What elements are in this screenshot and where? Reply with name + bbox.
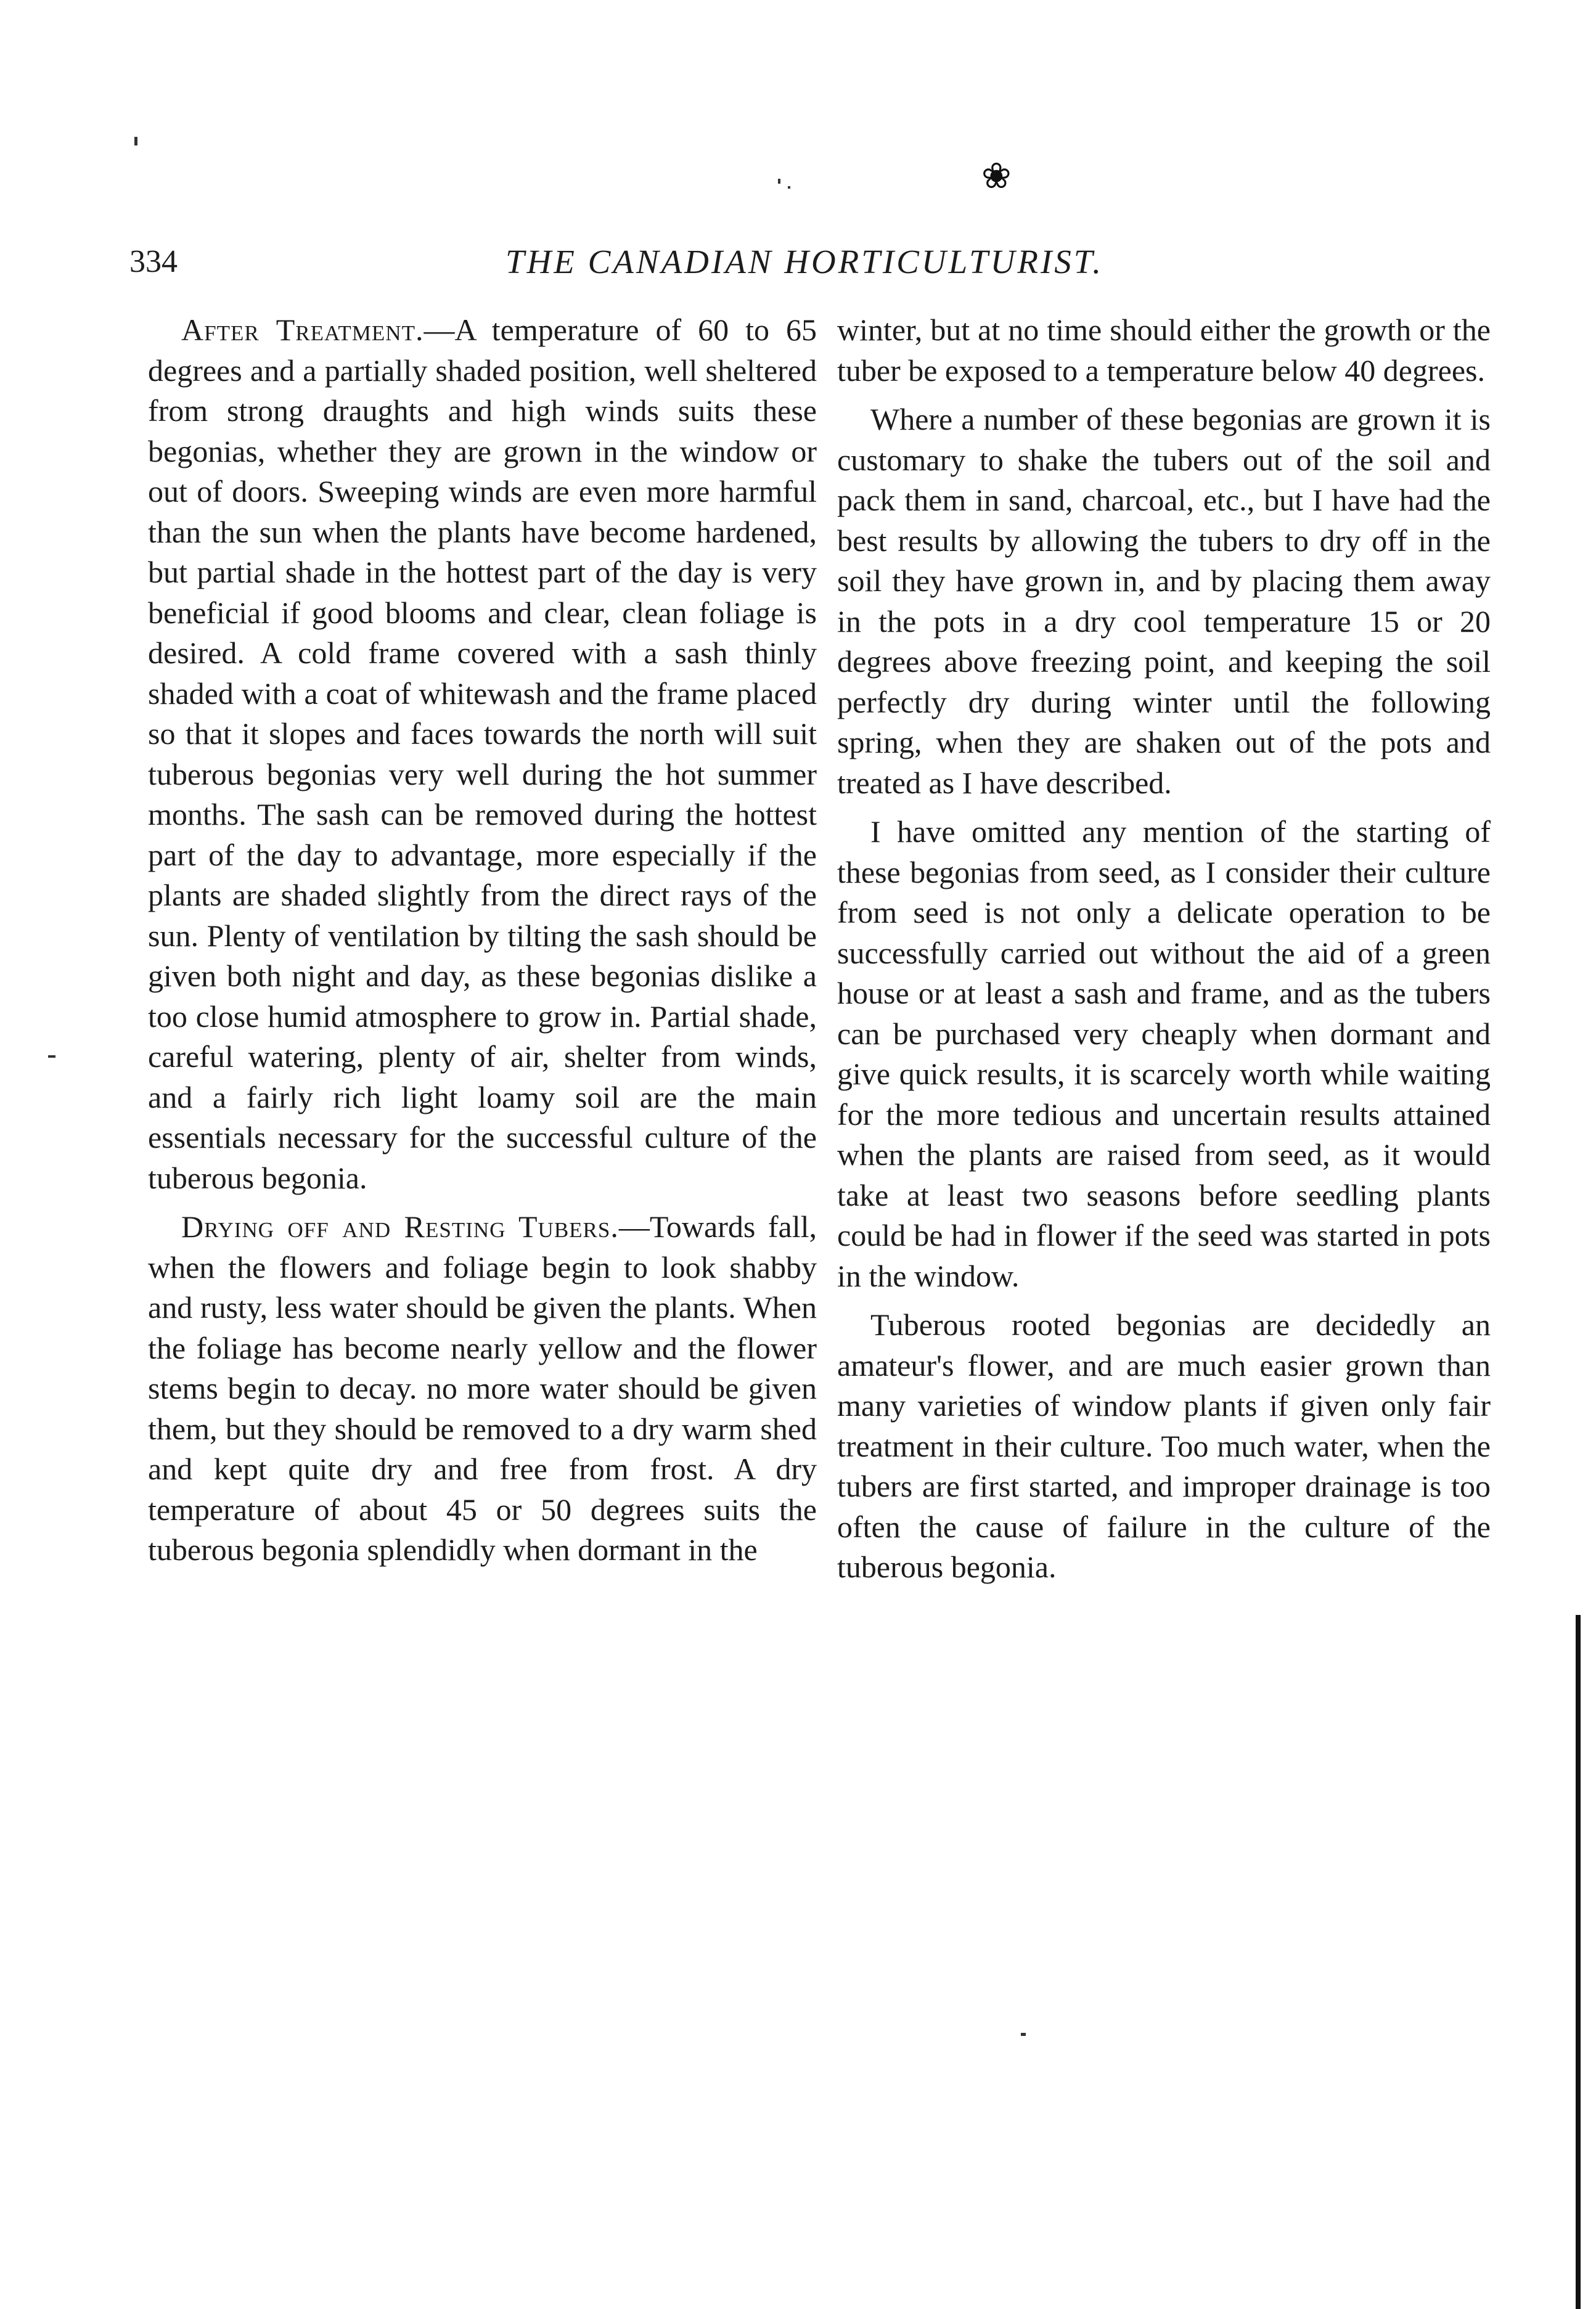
- paragraph-starting-from-seed: I have omitted any mention of the starting of these begonias from seed, as I consider their culture from seed is not only a delicate operation to be successfully carried out without the aid of a green house or at least a sash and frame, and as the tubers can be purchased very cheaply when dormant and give quick results, it is scarcely worth while waiting for the more tedious and uncertain results attained when the plants are raised from seed, as it would take at least two seasons before seedling plants could be had in flower if the seed was started in pots in the window.: [837, 814, 1491, 1293]
- paragraph-text: —Towards fall, when the flowers and foliage begin to look shabby and rusty, less water should be given the plants. When the foliage has become nearly yellow and the flower stems begin to decay. no more water should be given them, but they should be removed to a dry warm shed and kept quite dry and free from frost. A dry temperature of about 45 or 50 degrees suits the tuberous begonia splendidly when dormant in the: [148, 1209, 817, 1567]
- running-title: THE CANADIAN HORTICULTURIST.: [505, 243, 1104, 280]
- paragraph-after-treatment: [148, 310, 817, 1198]
- scan-edge-line: [1576, 1615, 1581, 2309]
- right-column: [837, 310, 1491, 1588]
- scan-speck: [1021, 2033, 1026, 2036]
- paragraph-drying-off: [148, 1207, 817, 1571]
- scan-speck: [788, 186, 790, 189]
- left-column: [148, 310, 817, 1571]
- section-heading: Drying off and Resting Tubers.: [181, 1209, 619, 1244]
- paragraph-conclusion: Tuberous rooted begonias are decidedly an amateur's flower, and are much easier grown than many varieties of window plants if given only fair treatment in their culture. Too much water, when the tubers are first started, and improper drainage is too often the cause of failure in the culture of the tuberous begonia.: [837, 1307, 1491, 1584]
- section-heading: After Treatment.: [181, 313, 424, 347]
- page-number: 334: [129, 244, 178, 279]
- paragraph-text: —A temperature of 60 to 65 degrees and a partially shaded position, well sheltered from strong draughts and high winds suits these begonias, whether they are grown in the window or out of doors. Sweeping winds are even more harmful than the sun when the plants have become hardened, but partial shade in the hottest part of the day is very beneficial if good blooms and clear, clean foliage is desired. A cold frame covered with a sash thinly shaded with a coat of whitewash and the frame placed so that it slopes and faces towards the north will suit tuberous begonias very well during the hot summer months. The sash can be removed during the hottest part of the day to advantage, more especially if the plants are shaded slightly from the direct rays of the sun. Plenty of ventilation by tilting the sash should be given both night and day, as these begonias dislike a too close humid atmosphere to grow in. Partial shade, careful watering, plenty of air, shelter from winds, and a fairly rich light loamy soil are the main essentials necessary for the successful culture of the tuberous begonia.: [148, 313, 817, 1195]
- scan-speck: [778, 179, 780, 184]
- fleuron-ornament-icon: ❀: [981, 156, 1012, 196]
- paragraph-continuation: winter, but at no time should either the growth or the tuber be exposed to a temperature below 40 degrees.: [837, 313, 1491, 388]
- paragraph-storing-tubers: Where a number of these begonias are grown it is customary to shake the tubers out of the soil and pack them in sand, charcoal, etc., but I have had the best results by allowing the tubers to dry off in the soil they have grown in, and by placing them away in the pots in a dry cool temperature 15 or 20 degrees above freezing point, and keeping the soil perfectly dry during winter until the following spring, when they are shaken out of the pots and treated as I have described.: [837, 402, 1491, 800]
- running-header: [129, 237, 1479, 287]
- scan-speck: [48, 1055, 55, 1058]
- scan-speck: [134, 137, 137, 145]
